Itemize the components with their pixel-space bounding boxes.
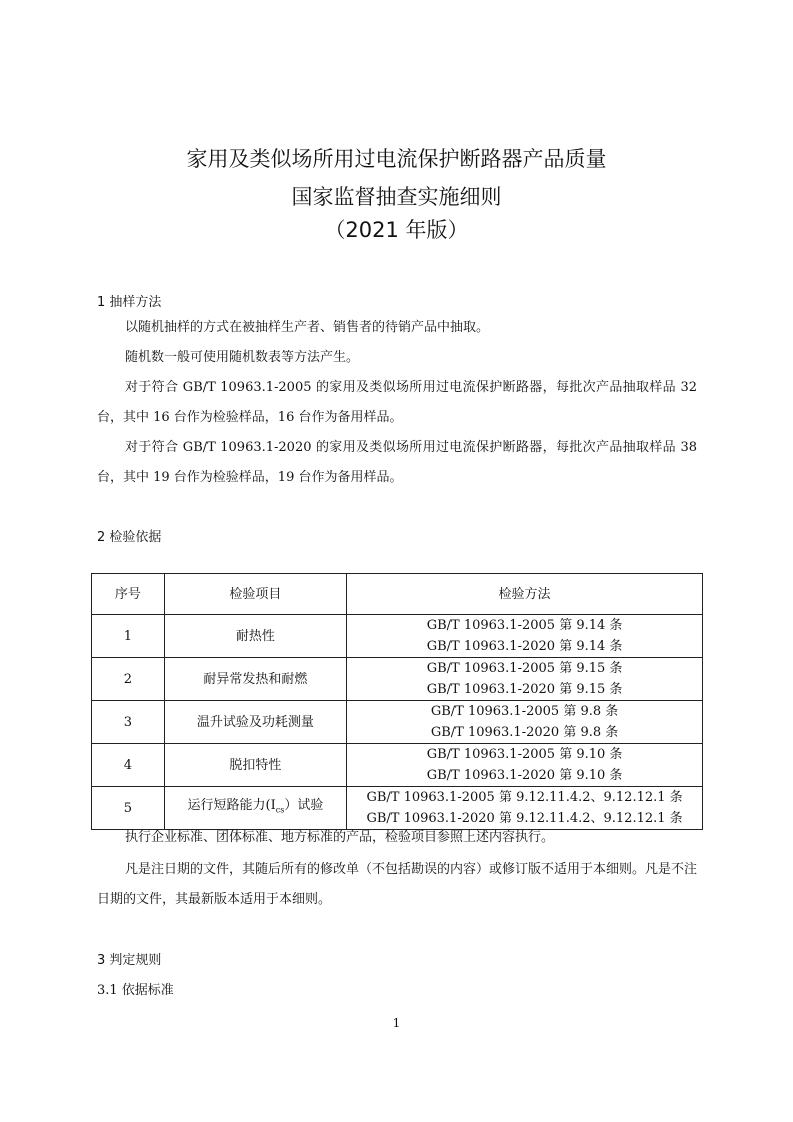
- method-line-2005: GB/T 10963.1-2005 第 9.14 条: [426, 618, 623, 633]
- method-line-2020: GB/T 10963.1-2020 第 9.12.11.4.2、9.12.12.1 条: [366, 811, 683, 826]
- method-line-2005: GB/T 10963.1-2005 第 9.10 条: [426, 747, 623, 762]
- section-2-paragraph-1: 执行企业标准、团体标准、地方标准的产品，检验项目参照上述内容执行。: [125, 830, 555, 845]
- row-item: 耐热性: [164, 615, 346, 658]
- row-number: 5: [92, 787, 165, 830]
- document-title-line-2: 国家监督抽查实施细则: [291, 185, 502, 209]
- table-row: [92, 615, 703, 658]
- row-method: [347, 658, 703, 701]
- section-2-paragraph-2: 凡是注日期的文件，其随后所有的修改单（不包括勘误的内容）或修订版不适用于本细则。凡是不注日期的文件，其最新版本适用于本细则。: [97, 862, 698, 907]
- method-line-2005: GB/T 10963.1-2005 第 9.8 条: [430, 704, 619, 719]
- row-item: 耐异常发热和耐燃: [164, 658, 346, 701]
- item-text: 运行短路能力(I: [187, 798, 276, 814]
- method-line-2005: GB/T 10963.1-2005 第 9.15 条: [426, 661, 623, 676]
- inspection-table: [91, 573, 703, 830]
- section-1-paragraph-1: 以随机抽样的方式在被抽样生产者、销售者的待销产品中抽取。: [125, 320, 490, 335]
- row-number: 4: [92, 744, 165, 787]
- document-title-edition: （2021 年版）: [324, 218, 469, 242]
- row-method: [347, 744, 703, 787]
- row-number: 3: [92, 701, 165, 744]
- row-number: 2: [92, 658, 165, 701]
- header-inspection-method: 检验方法: [347, 574, 703, 615]
- section-3-1-heading: 3.1 依据标准: [97, 983, 174, 998]
- page-number: 1: [392, 1016, 401, 1030]
- table-row: [92, 701, 703, 744]
- method-line-2020: GB/T 10963.1-2020 第 9.15 条: [426, 682, 623, 697]
- section-1-heading: 1 抽样方法: [97, 295, 162, 310]
- table-row: [92, 744, 703, 787]
- row-item: 脱扣特性: [164, 744, 346, 787]
- item-text-suffix: ）试验: [284, 798, 324, 814]
- table-header-row: [92, 574, 703, 615]
- row-method: [347, 615, 703, 658]
- item-subscript: cs: [275, 805, 285, 815]
- method-line-2020: GB/T 10963.1-2020 第 9.10 条: [426, 768, 623, 783]
- header-serial-number: 序号: [92, 574, 165, 615]
- document-title-line-1: 家用及类似场所用过电流保护断路器产品质量: [186, 147, 607, 171]
- method-line-2005: GB/T 10963.1-2005 第 9.12.11.4.2、9.12.12.1 条: [366, 790, 683, 805]
- section-3-heading: 3 判定规则: [97, 953, 162, 968]
- row-number: 1: [92, 615, 165, 658]
- header-inspection-item: 检验项目: [164, 574, 346, 615]
- row-item: 温升试验及功耗测量: [164, 701, 346, 744]
- section-1-paragraph-2: 随机数一般可使用随机数表等方法产生。: [125, 350, 360, 365]
- method-line-2020: GB/T 10963.1-2020 第 9.8 条: [430, 725, 619, 740]
- section-1-paragraph-3: 对于符合 GB/T 10963.1-2005 的家用及类似场所用过电流保护断路器，每批次产品抽取样品 32 台，其中 16 台作为检验样品，16 台作为备用样品。: [97, 380, 697, 425]
- section-1-paragraph-4: 对于符合 GB/T 10963.1-2020 的家用及类似场所用过电流保护断路器，每批次产品抽取样品 38 台，其中 19 台作为检验样品，19 台作为备用样品。: [97, 440, 697, 485]
- table-row: [92, 658, 703, 701]
- method-line-2020: GB/T 10963.1-2020 第 9.14 条: [426, 639, 623, 654]
- row-method: [347, 701, 703, 744]
- section-2-heading: 2 检验依据: [97, 530, 162, 545]
